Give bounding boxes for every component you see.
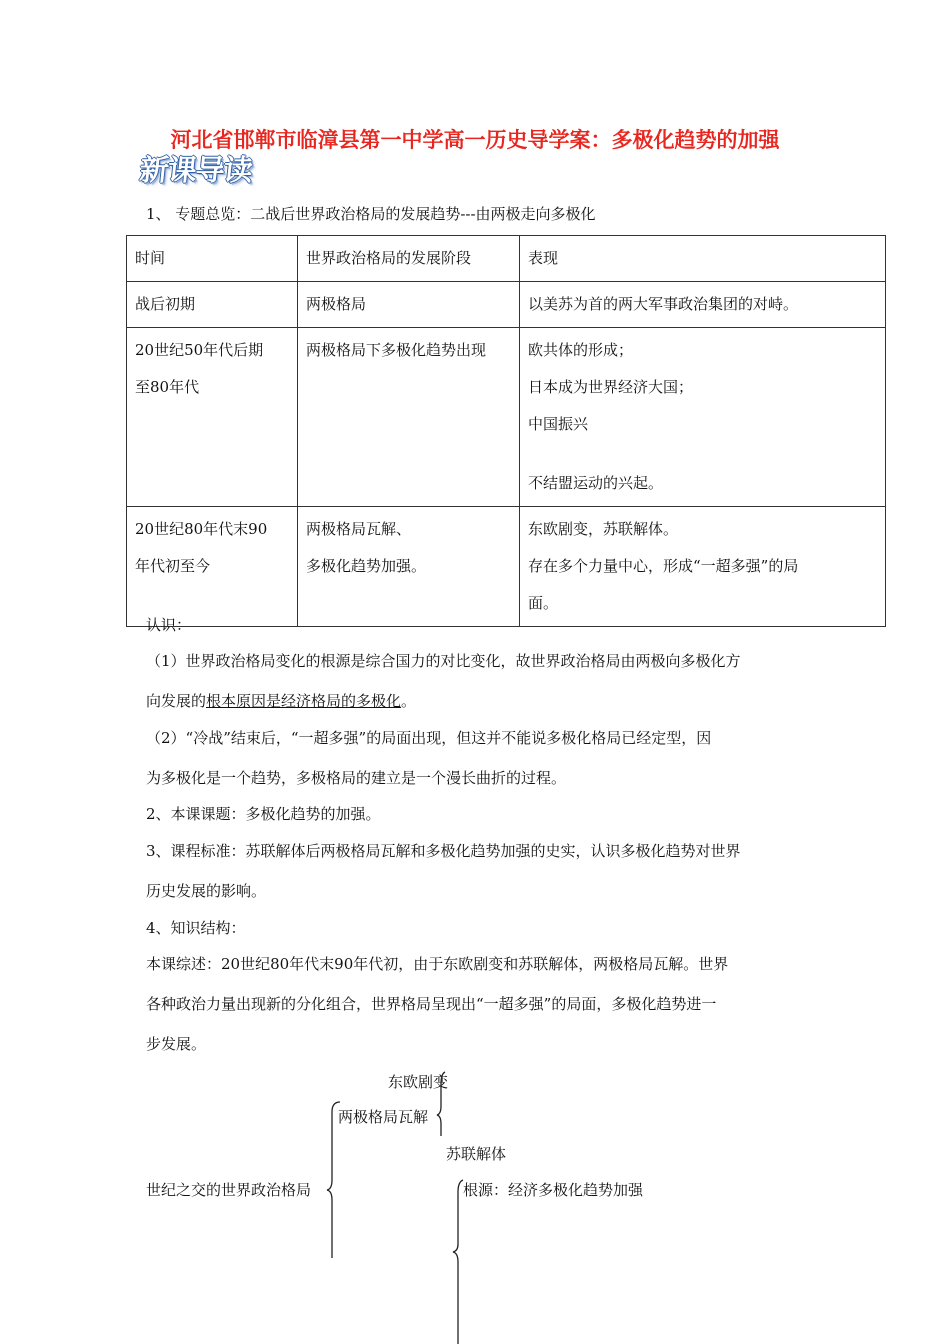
header-cell-description: 表现: [520, 236, 886, 282]
header-cell-stage: 世界政治格局的发展阶段: [298, 236, 520, 282]
diagram-branch-label: 根源：经济多极化趋势加强: [463, 1181, 644, 1199]
cell-text: 中国振兴: [528, 415, 589, 433]
recognition-paragraph-2-line-1: （2）“冷战”结束后，“一超多强”的局面出现，但这并不能说多极化格局已经定型，因: [146, 729, 712, 747]
summary-line-3: 步发展。: [146, 1035, 207, 1053]
cell-text: 多极化趋势加强。: [306, 557, 427, 575]
section-4-heading: 4、知识结构：: [146, 919, 246, 937]
diagram-leaf-label: 苏联解体: [446, 1145, 507, 1163]
section-banner: 新课导读: [138, 153, 254, 187]
recognition-paragraph-2-line-2: 为多极化是一个趋势，多极格局的建立是一个漫长曲折的过程。: [146, 769, 567, 787]
cell-text: 两极格局: [306, 295, 367, 313]
text-span: 。: [401, 692, 417, 710]
section-3-line-1: 3、课程标准：苏联解体后两极格局瓦解和多极化趋势加强的史实，认识多极化趋势对世界: [146, 842, 741, 860]
diagram-leaf-label: 东欧剧变: [388, 1073, 449, 1091]
cell-text: 存在多个力量中心，形成“一超多强”的局: [528, 557, 799, 575]
branch-brace: [437, 1072, 445, 1136]
cell-text: 年代初至今: [135, 557, 211, 575]
diagram-branch-label: 两极格局瓦解: [338, 1108, 429, 1126]
root-brace: [327, 1102, 340, 1258]
cell-text: 日本成为世界经济大国；: [528, 378, 694, 396]
cell-text: 面。: [528, 594, 559, 612]
cell-text: 两极格局下多极化趋势出现: [306, 341, 487, 359]
cell-text: 战后初期: [135, 295, 196, 313]
diagram-root-label: 世纪之交的世界政治格局: [146, 1181, 312, 1199]
cell-text: 欧共体的形成；: [528, 341, 634, 359]
header-cell-time: 时间: [127, 236, 298, 282]
cell-text: 20世纪80年代末90: [135, 520, 268, 538]
cell-text: 至80年代: [135, 378, 200, 396]
text-span: 向发展的: [146, 692, 207, 710]
section-1-heading: 1、 专题总览：二战后世界政治格局的发展趋势---由两极走向多极化: [146, 205, 596, 223]
sub-brace: [453, 1180, 463, 1344]
cell-text: 东欧剧变，苏联解体。: [528, 520, 679, 538]
cell-text: 不结盟运动的兴起。: [528, 474, 664, 492]
summary-line-2: 各种政治力量出现新的分化组合，世界格局呈现出“一超多强”的局面，多极化趋势进一: [146, 995, 717, 1013]
recognition-paragraph-1-line-1: （1）世界政治格局变化的根源是综合国力的对比变化，故世界政治格局由两极向多极化方: [146, 652, 741, 670]
section-2-heading: 2、本课课题：多极化趋势的加强。: [146, 805, 381, 823]
cell-text: 20世纪50年代后期: [135, 341, 264, 359]
underlined-key-point: 根本原因是经济格局的多极化: [206, 692, 402, 710]
summary-line-1: 本课综述：20世纪80年代末90年代初，由于东欧剧变和苏联解体，两极格局瓦解。世界: [146, 955, 729, 973]
recognition-label: 认识：: [146, 616, 192, 634]
cell-text: 以美苏为首的两大军事政治集团的对峙。: [528, 295, 799, 313]
cell-text: 两极格局瓦解、: [306, 520, 412, 538]
section-3-line-2: 历史发展的影响。: [146, 882, 267, 900]
page-title: 河北省邯郸市临漳县第一中学高一历史导学案：多极化趋势的加强: [170, 128, 780, 152]
